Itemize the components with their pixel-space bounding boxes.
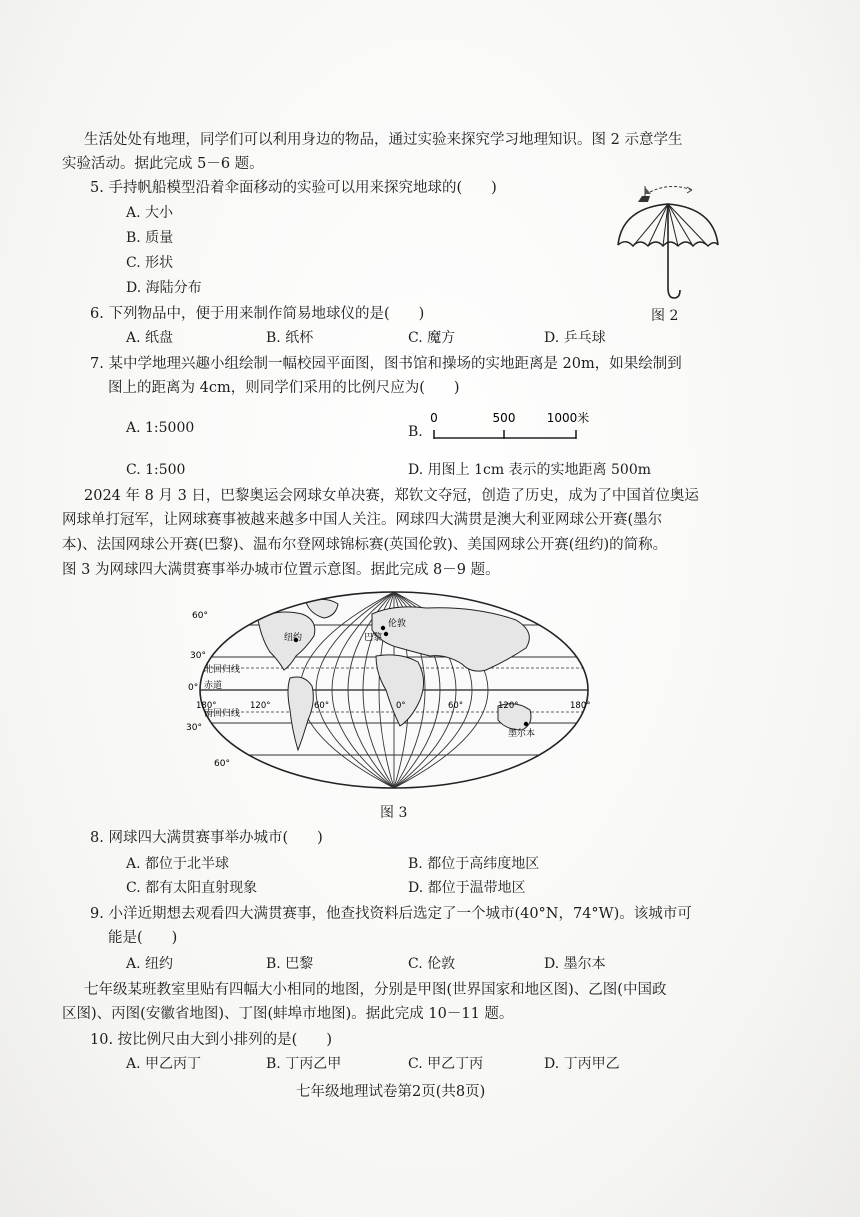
question-7-stem: 7. 某中学地理兴趣小组绘制一幅校园平面图，图书馆和操场的实地距离是 20m，如果绘制到 <box>90 356 682 372</box>
q8-option-a: A. 都位于北半球 <box>126 856 230 872</box>
city-label-melbourne: 墨尔本 <box>508 729 536 739</box>
scale-bar <box>426 406 596 446</box>
tropic-cancer-label: 北回归线 <box>204 665 241 675</box>
q8-option-b: B. 都位于高纬度地区 <box>408 856 540 872</box>
q6-option-b: B. 纸杯 <box>266 330 314 346</box>
intro-paragraph-line: 区图)、丙图(安徽省地图)、丁图(蚌埠市地图)。据此完成 10－11 题。 <box>62 1006 514 1022</box>
q8-option-d: D. 都位于温带地区 <box>408 880 526 896</box>
lon-label-180w: 180° <box>196 701 217 711</box>
lat-label-30n: 30° <box>190 651 206 661</box>
question-7-stem-cont: 图上的距离为 4cm，则同学们采用的比例尺应为( ) <box>108 380 460 396</box>
scale-label-500: 500 <box>492 411 516 425</box>
q7-option-d: D. 用图上 1cm 表示的实地距离 500m <box>408 462 651 478</box>
lon-label-0: 0° <box>396 701 406 711</box>
q9-option-c: C. 伦敦 <box>408 956 456 972</box>
q6-option-c: C. 魔方 <box>408 330 456 346</box>
question-8-stem: 8. 网球四大满贯赛事举办城市( ) <box>90 830 323 846</box>
q8-option-c: C. 都有太阳直射现象 <box>126 880 258 896</box>
lon-label-120e: 120° <box>498 701 519 711</box>
lon-label-60e: 60° <box>448 701 464 711</box>
q7-option-c: C. 1:500 <box>126 462 186 478</box>
question-10-stem: 10. 按比例尺由大到小排列的是( ) <box>90 1032 332 1048</box>
lon-label-120w: 120° <box>250 701 271 711</box>
lon-label-60w: 60° <box>314 701 330 711</box>
q9-option-d: D. 墨尔本 <box>544 956 606 972</box>
tropic-capricorn-label: 南回归线 <box>204 709 241 719</box>
q7-option-a: A. 1:5000 <box>126 420 195 436</box>
q5-option-a: A. 大小 <box>126 205 174 221</box>
q5-option-c: C. 形状 <box>126 255 174 271</box>
question-9-stem-cont: 能是( ) <box>108 930 178 946</box>
figure-2-caption: 图 2 <box>651 308 679 324</box>
lat-label-0: 0° <box>188 683 199 693</box>
lat-label-60n: 60° <box>192 611 208 621</box>
question-5-stem: 5. 手持帆船模型沿着伞面移动的实验可以用来探究地球的( ) <box>90 180 497 196</box>
intro-paragraph-line: 图 3 为网球四大满贯赛事举办城市位置示意图。据此完成 8－9 题。 <box>62 562 500 578</box>
question-6-stem: 6. 下列物品中，便于用来制作简易地球仪的是( ) <box>90 306 425 322</box>
city-label-newyork: 纽约 <box>284 633 303 643</box>
lon-label-180e: 180° <box>570 701 591 711</box>
intro-paragraph-line: 2024 年 8 月 3 日，巴黎奥运会网球女单决赛，郑钦文夺冠，创造了历史，成为了中国首位奥运 <box>84 488 699 504</box>
umbrella-illustration <box>608 180 728 305</box>
scale-label-0: 0 <box>430 411 438 425</box>
lat-label-60s: 60° <box>214 759 230 769</box>
q5-option-b: B. 质量 <box>126 230 174 246</box>
city-label-paris: 巴黎 <box>364 633 383 643</box>
intro-paragraph-line: 网球单打冠军，让网球赛事被越来越多中国人关注。网球四大满贯是澳大利亚网球公开赛(墨尔 <box>62 512 663 528</box>
q6-option-d: D. 乒乓球 <box>544 330 606 346</box>
city-label-london: 伦敦 <box>388 619 407 629</box>
q10-option-c: C. 甲乙丁丙 <box>408 1056 484 1072</box>
q10-option-d: D. 丁丙甲乙 <box>544 1056 620 1072</box>
intro-paragraph-line: 实验活动。据此完成 5－6 题。 <box>62 156 264 172</box>
q10-option-b: B. 丁丙乙甲 <box>266 1056 342 1072</box>
q10-option-a: A. 甲乙丙丁 <box>126 1056 202 1072</box>
lat-label-30s: 30° <box>186 723 202 733</box>
question-9-stem: 9. 小洋近期想去观看四大满贯赛事，他查找资料后选定了一个城市(40°N，74°W)。该城市可 <box>90 906 692 922</box>
intro-paragraph-line: 七年级某班教室里贴有四幅大小相同的地图，分别是甲图(世界国家和地区图)、乙图(中国政 <box>84 982 667 998</box>
q7-option-b-label: B. <box>408 424 423 440</box>
figure-3-caption: 图 3 <box>380 805 408 821</box>
q6-option-a: A. 纸盘 <box>126 330 174 346</box>
intro-paragraph-line: 生活处处有地理，同学们可以利用身边的物品，通过实验来探究学习地理知识。图 2 示意学生 <box>84 132 683 148</box>
equator-label: 赤道 <box>204 681 223 691</box>
world-map-figure <box>186 590 606 790</box>
scale-label-1000: 1000米 <box>546 411 590 425</box>
q9-option-b: B. 巴黎 <box>266 956 314 972</box>
q5-option-d: D. 海陆分布 <box>126 280 202 296</box>
page-footer: 七年级地理试卷第2页(共8页) <box>296 1084 486 1100</box>
intro-paragraph-line: 本)、法国网球公开赛(巴黎)、温布尔登网球锦标赛(英国伦敦)、美国网球公开赛(纽约)的简称。 <box>62 537 668 553</box>
q9-option-a: A. 纽约 <box>126 956 174 972</box>
